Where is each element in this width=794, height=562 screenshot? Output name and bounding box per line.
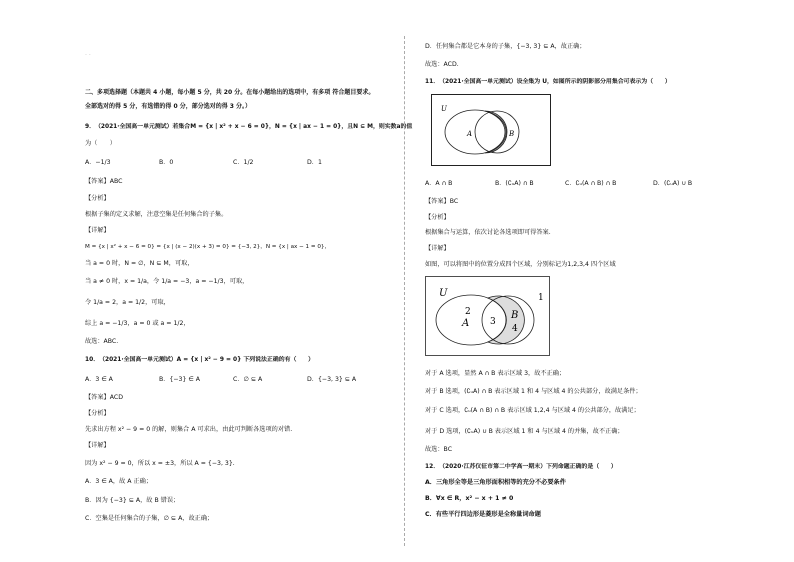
q11-detail-2: 对于 A 选项，显然 A ∩ B 表示区域 3，故不正确； [425,370,566,377]
top-marks: · · [85,52,91,59]
q10-analysis-label: 【分析】 [85,410,110,417]
q10-option-d: D．{−3, 3} ⊆ A [307,376,357,383]
venn2-region-2: 2 [465,307,471,317]
question-9-options [85,159,322,167]
q10-detail-label: 【详解】 [85,442,110,449]
q10-detail-5: D．任何集合都是它本身的子集，{−3, 3} ⊆ A，故正确； [425,43,586,50]
q9-detail-1: M = {x | x² + x − 6 = 0} = {x | (x − 2)(x + 3) = 0} = {−3, 2}，N = {x | ax − 1 = 0}， [85,244,331,250]
q11-option-d: D．(∁ᵤA) ∪ B [653,180,693,187]
answer-value: ABC [109,178,123,185]
q12-option-c: C．有些平行四边形是菱形是全称量词命题 [425,511,541,518]
venn1-label-b: B [509,130,515,138]
q11-option-b: B．(∁ᵤA) ∩ B [495,180,534,187]
section-heading: 二、多项选择题（本题共 4 小题，每小题 5 分，共 20 分。在每小题给出的选项中，有多项 符合题目要求。 [85,89,375,96]
q9-detail-3: 当 a ≠ 0 时，x = 1/a，令 1/a = −3，a = −1/3，可取， [85,278,249,285]
q11-detail-label: 【详解】 [425,245,450,252]
q9-detail-2: 当 a = 0 时，N = ∅，N ⊆ M，可取， [85,260,194,267]
q10-option-b: B．{−3} ∈ A [159,376,200,383]
q9-detail-5: 综上 a = −1/3，a = 0 或 a = 1/2， [85,320,190,327]
answer-label: 【答案】 [85,394,110,401]
q12-option-a: A．三角形全等是三角形面积相等的充分不必要条件 [425,479,566,486]
answer-value: ACD [109,394,123,401]
venn2-label-b: B [511,310,519,321]
q9-detail-label: 【详解】 [85,227,110,234]
q9-option-d: D．1 [307,159,322,166]
q10-option-c: C．∅ ⊆ A [233,376,263,383]
question-9: 9．（2021·全国高一单元测试）若集合M = {x | x² + x − 6 = 0}，N = {x | ax − 1 = 0}，且N ⊆ M，则实数a的值 [85,124,413,130]
venn1-label-a: A [467,130,473,138]
question-11-options [425,180,692,188]
q9-option-a: A．−1/3 [85,159,111,166]
question-10-options [85,376,356,384]
venn2-region-3: 3 [490,317,496,327]
question-12: 12．（2020·江苏仪征市第二中学高一期末）下列命题正确的是（ ） [425,464,617,470]
q10-detail-2: A．3 ∈ A，故 A 正确； [85,478,153,485]
q11-detail-1: 如图，可以将图中的位置分成四个区域，分别标记为1,2,3,4 四个区域 [425,261,616,268]
q11-answer [425,198,458,206]
answer-label: 【答案】 [425,198,450,205]
q10-option-a: A．3 ∈ A [85,376,113,383]
answer-label: 【答案】 [85,178,110,185]
q9-answer [85,178,122,186]
q11-detail-5: 对于 D 选项，(∁ᵤA) ∪ B 表示区域 1 和 4 与区域 4 的并集，故不正确； [425,428,624,435]
q9-detail-6: 故选：ABC. [85,338,119,345]
venn2-label-u: U [439,288,448,299]
q10-detail-3: B．因为 {−3} ⊆ A，故 B 错误； [85,497,180,504]
q11-analysis-label: 【分析】 [425,214,450,221]
venn-diagram-2 [425,276,550,356]
q10-detail-4: C．空集是任何集合的子集，∅ ⊆ A，故正确； [85,515,214,522]
q10-conclusion: 故选：ACD. [425,61,459,68]
venn1-label-u: U [441,105,447,113]
answer-value: BC [449,198,459,205]
q11-analysis: 根据集合与运算，依次讨论各选项即可得答案. [425,229,551,236]
q10-detail-1: 因为 x² − 9 = 0，所以 x = ±3，所以 A = {−3, 3}. [85,460,235,467]
q9-detail-4: 令 1/a = 2，a = 1/2，可取， [85,299,170,306]
q11-detail-4: 对于 C 选项，∁ᵤ(A ∩ B) ∩ B 表示区域 1,2,4 与区域 4 的公共部分，故满足； [425,407,640,414]
q10-analysis: 先求出方程 x² − 9 = 0 的解，则集合 A 可求出，由此可判断各选项的对错. [85,426,293,433]
q12-option-b: B．∀x ∈ R，x² − x + 1 ≠ 0 [425,495,514,502]
q10-answer [85,394,123,402]
venn2-region-4: 4 [512,324,518,334]
q11-detail-3: 对于 B 选项，(∁ᵤA) ∩ B 表示区域 1 和 4 与区域 4 的公共部分，故满足条件； [425,388,642,395]
venn2-region-1: 1 [538,293,544,303]
section-heading-cont: 全部选对的得 5 分，有选错的得 0 分，部分选对的得 3 分。） [85,103,252,110]
question-11: 11．（2021·全国高一单元测试）设全集为 U，如图所示的阴影部分用集合可表示为（ ） [425,79,671,85]
q9-option-b: B．0 [159,159,174,166]
venn2-label-a: A [462,318,470,329]
q9-analysis: 根据子集的定义求解，注意空集是任何集合的子集。 [85,211,228,218]
q9-analysis-label: 【分析】 [85,195,110,202]
q11-option-a: A．A ∩ B [425,180,453,187]
q11-detail-6: 故选：BC [425,446,453,453]
question-10: 10．（2021·全国高一单元测试）A = {x | x² − 9 = 0} 下列说法正确的有（ ） [85,357,315,363]
question-9-cont: 为（ ） [85,140,116,147]
venn-diagram-1 [431,94,551,166]
column-divider [404,36,405,546]
q9-option-c: C．1/2 [233,159,254,166]
q11-option-c: C．∁ᵤ(A ∩ B) ∩ B [565,180,617,187]
